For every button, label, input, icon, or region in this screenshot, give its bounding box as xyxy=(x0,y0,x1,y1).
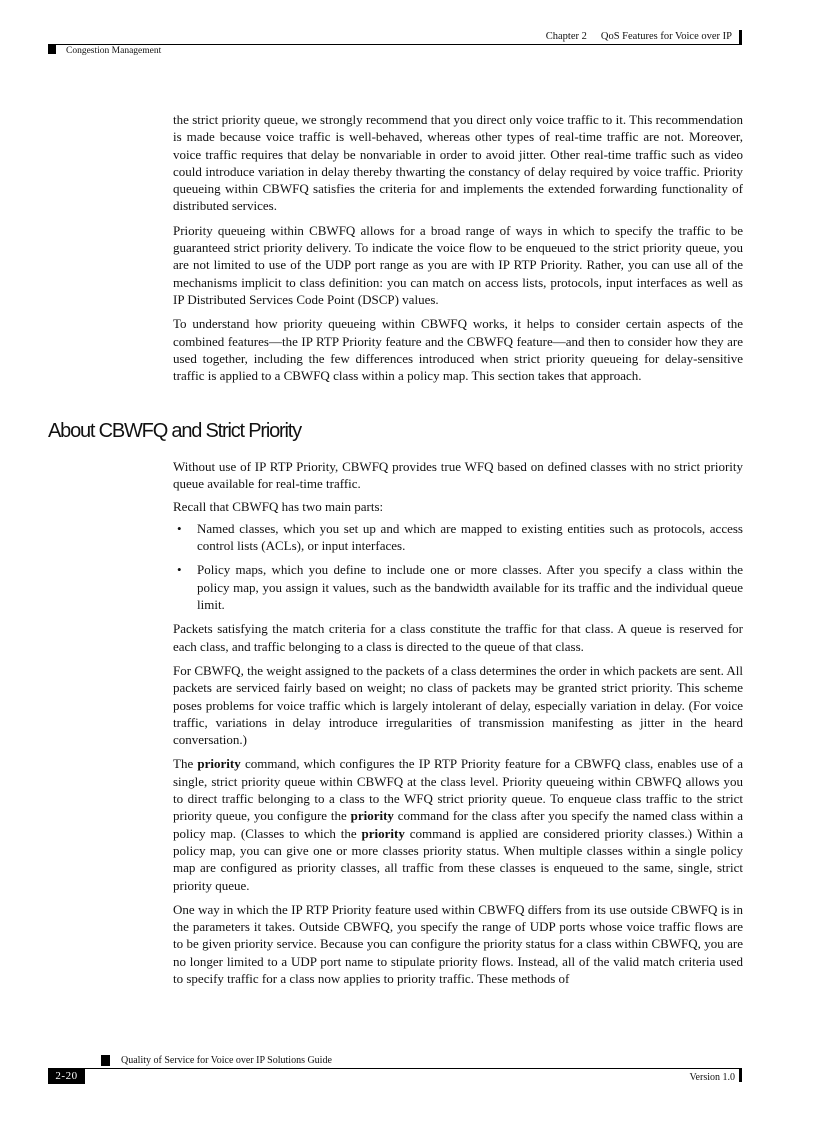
intro-paragraph: the strict priority queue, we strongly recommend that you direct only voice traffic to it. This recommendation is made because voice traffic is well-behaved, whereas other types of real-time traffic are not. Moreover, voice traffic requires that delay be nonvariable in order to avoid jitter. Other real-time traffic such as video could introduce variation in delay thereby thwarting the constancy of delay required by voice traffic. Priority queueing within CBWFQ satisfies the criteria for and implements the extended forwarding functionality of distributed services. xyxy=(173,112,743,214)
running-header xyxy=(546,31,732,42)
header-bar-mark xyxy=(739,30,742,44)
footer-version: Version 1.0 xyxy=(689,1072,735,1083)
list-item xyxy=(173,561,743,613)
priority-keyword: priority xyxy=(350,808,394,824)
priority-keyword: priority xyxy=(197,756,241,772)
list-item-text: Policy maps, which you define to include one or more classes. After you specify a class within the policy map, you assign it values, such as the bandwidth available for its traffic and the individual queue limit. xyxy=(197,562,743,613)
footer-bar-mark xyxy=(739,1068,742,1082)
footer-rule xyxy=(48,1068,742,1069)
intro-paragraph: Priority queueing within CBWFQ allows for a broad range of ways in which to specify the traffic to be guaranteed strict priority delivery. To indicate the voice flow to be enqueued to the strict priority queue, you are not limited to use of the UDP port range as you are with IP RTP Priority. Rather, you can use all of the mechanisms implicit to class definition: you can match on access lists, protocols, input interfaces as well as IP Distributed Services Code Point (DSCP) values. xyxy=(173,222,743,307)
section-body xyxy=(173,458,743,994)
priority-command-paragraph: The priority command, which configures the IP RTP Priority feature for a CBWFQ class, enables use of a single, strict priority queue within CBWFQ at the class level. Priority queueing within CBWFQ allows you to direct traffic belonging to a class to the WFQ strict priority queue. To enqueue class traffic to the strict priority queue, you configure the priority command for the class after you specify the named class within a policy map. (Classes to which the priority command is applied are considered priority classes.) Within a policy map, you can give one or more classes priority status. When multiple classes within a single policy map are configured as priority classes, all traffic from these classes is enqueued to the same, single, strict priority queue. xyxy=(173,756,743,893)
list-item xyxy=(173,520,743,555)
header-rule xyxy=(48,44,742,45)
section-running-title: Congestion Management xyxy=(66,46,162,56)
body-paragraph: Without use of IP RTP Priority, CBWFQ provides true WFQ based on defined classes with no strict priority queue available for real-time traffic. xyxy=(173,459,743,492)
intro-paragraph: To understand how priority queueing within CBWFQ works, it helps to consider certain aspects of the combined features—the IP RTP Priority feature and the CBWFQ feature—and then to consider how they are used together, including the few differences introduced when strict priority queueing for delay-sensitive traffic is applied to a CBWFQ class within a policy map. This section takes that approach. xyxy=(173,316,743,384)
header-square-mark xyxy=(48,44,56,54)
priority-keyword: priority xyxy=(361,825,405,841)
footer-square-mark xyxy=(101,1055,110,1066)
bullet-list xyxy=(173,520,743,613)
body-paragraph: For CBWFQ, the weight assigned to the packets of a class determines the order in which packets are sent. All packets are serviced fairly based on weight; no class of packets may be granted strict priority. This scheme poses problems for voice traffic which is largely intolerant of delay, especially variation in delay. (For voice traffic, variations in delay introduce irregularities of transmission manifesting as jitter in the heard conversation.) xyxy=(173,662,743,748)
footer-guide-title: Quality of Service for Voice over IP Solutions Guide xyxy=(121,1055,332,1066)
list-item-text: Named classes, which you set up and which are mapped to existing entities such as protocols, access control lists (ACLs), or input interfaces. xyxy=(197,520,743,554)
section-heading: About CBWFQ and Strict Priority xyxy=(48,420,301,442)
body-paragraph: One way in which the IP RTP Priority feature used within CBWFQ differs from its use outside CBWFQ is in the parameters it takes. Outside CBWFQ, you specify the range of UDP ports whose voice traffic flows are to be given priority service. Because you can configure the priority status for a class within CBWFQ, you are no longer limited to a UDP port name to stipulate priority flows. Instead, all of the valid match criteria used to specify traffic for a class now applies to priority traffic. These methods of xyxy=(173,901,743,987)
page-number: 2-20 xyxy=(48,1068,85,1084)
intro-body xyxy=(173,111,743,391)
chapter-title: QoS Features for Voice over IP xyxy=(600,31,732,42)
chapter-label: Chapter 2 xyxy=(545,31,587,42)
bullet-icon: • xyxy=(177,562,182,578)
body-paragraph: Packets satisfying the match criteria for a class constitute the traffic for that class. A queue is reserved for each class, and traffic belonging to a class is directed to the queue of that class. xyxy=(173,621,743,654)
bullet-icon: • xyxy=(177,520,182,536)
body-paragraph: Recall that CBWFQ has two main parts: xyxy=(173,498,384,514)
